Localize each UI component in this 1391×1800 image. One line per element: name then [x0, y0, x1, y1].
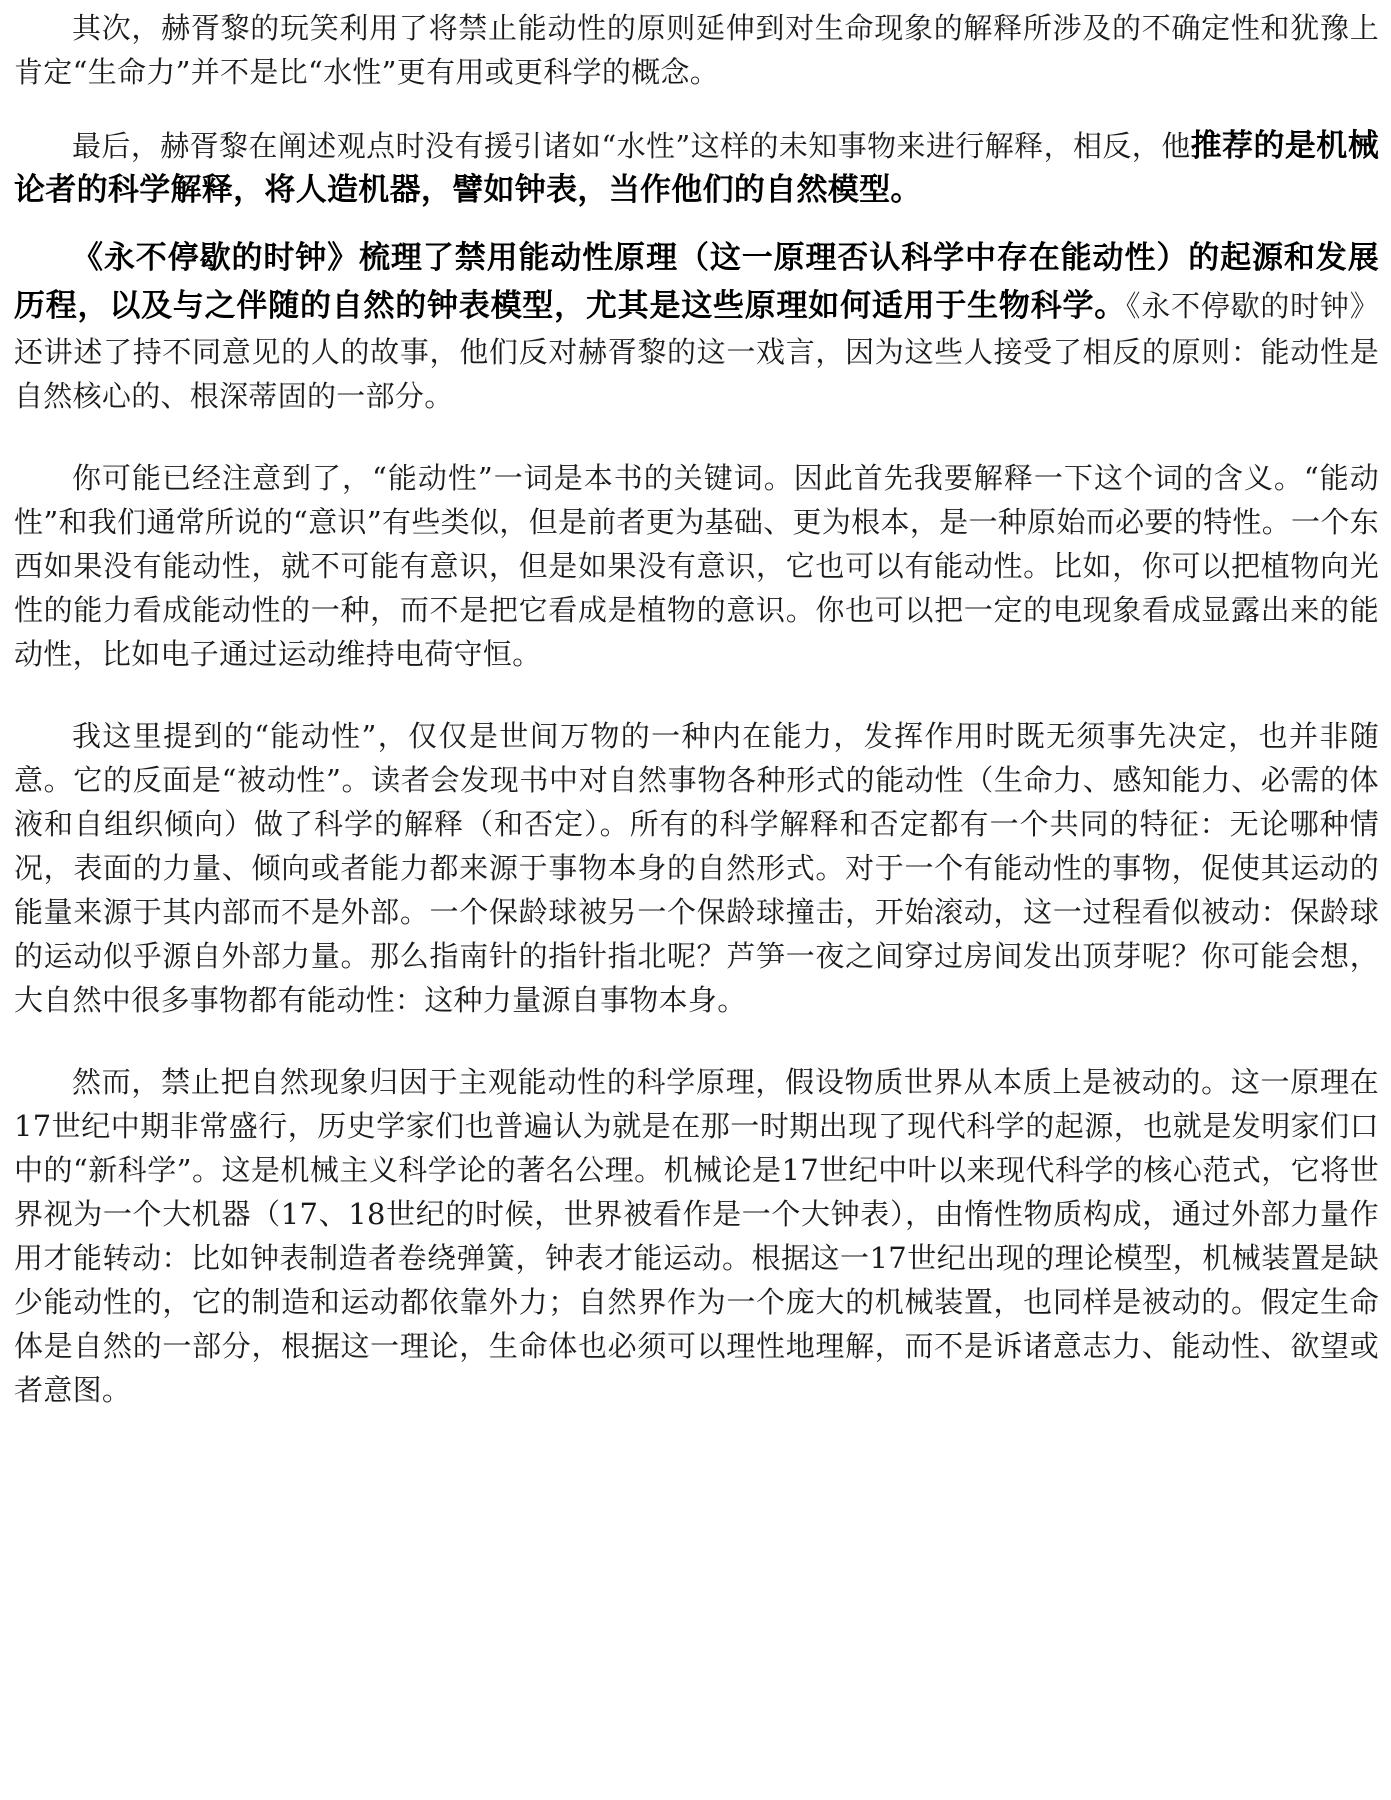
paragraph-3-bold-text: 《永不停歇的时钟》梳理了禁用能动性原理（这一原理否认科学中存在能动性）的起源和发展历程，以及与之伴随的自然的钟表模型，尤其是这些原理如何适用于生物科学。: [14, 240, 1379, 324]
paragraph-4: [14, 456, 1379, 676]
paragraph-1: [14, 6, 1379, 94]
paragraph-3-text: 《永不停歇的时钟》还讲述了持不同意见的人的故事，他们反对赫胥黎的这一戏言，因为这些人接受了相反的原则：能动性是自然核心的、根深蒂固的一部分。: [14, 289, 1380, 413]
paragraph-1-text: 其次，赫胥黎的玩笑利用了将禁止能动性的原则延伸到对生命现象的解释所涉及的不确定性和犹豫上肯定“生命力”并不是比“水性”更有用或更科学的概念。: [14, 11, 1379, 89]
paragraph-5: [14, 714, 1379, 1022]
paragraph-2-text: 最后，赫胥黎在阐述观点时没有援引诸如“水性”这样的未知事物来进行解释，相反，他: [72, 129, 1191, 163]
paragraph-5-text: 我这里提到的“能动性”，仅仅是世间万物的一种内在能力，发挥作用时既无须事先决定，也并非随意。它的反面是“被动性”。读者会发现书中对自然事物各种形式的能动性（生命力、感知能力、必需的体液和自组织倾向）做了科学的解释（和否定）。所有的科学解释和否定都有一个共同的特征：无论哪种情况，表面的力量、倾向或者能力都来源于事物本身的自然形式。对于一个有能动性的事物，促使其运动的能量来源于其内部而不是外部。一个保龄球被另一个保龄球撞击，开始滚动，这一过程看似被动：保龄球的运动似乎源自外部力量。那么指南针的指针指北呢？芦笋一夜之间穿过房间发出顶芽呢？你可能会想，大自然中很多事物都有能动性：这种力量源自事物本身。: [14, 719, 1379, 1017]
paragraph-2: [14, 124, 1379, 212]
paragraph-6: [14, 1060, 1379, 1412]
document-page: [14, 6, 1379, 1412]
paragraph-3: [14, 234, 1379, 418]
paragraph-2-bold-text: 推荐的是机械论者的科学解释，将人造机器，譬如钟表，当作他们的自然模型。: [14, 128, 1379, 208]
paragraph-6-text: 然而，禁止把自然现象归因于主观能动性的科学原理，假设物质世界从本质上是被动的。这一原理在17世纪中期非常盛行，历史学家们也普遍认为就是在那一时期出现了现代科学的起源，也就是发明家们口中的“新科学”。这是机械主义科学论的著名公理。机械论是17世纪中叶以来现代科学的核心范式，它将世界视为一个大机器（17、18世纪的时候，世界被看作是一个大钟表），由惰性物质构成，通过外部力量作用才能转动：比如钟表制造者卷绕弹簧，钟表才能运动。根据这一17世纪出现的理论模型，机械装置是缺少能动性的，它的制造和运动都依靠外力；自然界作为一个庞大的机械装置，也同样是被动的。假定生命体是自然的一部分，根据这一理论，生命体也必须可以理性地理解，而不是诉诸意志力、能动性、欲望或者意图。: [14, 1065, 1379, 1407]
paragraph-4-text: 你可能已经注意到了，“能动性”一词是本书的关键词。因此首先我要解释一下这个词的含义。“能动性”和我们通常所说的“意识”有些类似，但是前者更为基础、更为根本，是一种原始而必要的特性。一个东西如果没有能动性，就不可能有意识，但是如果没有意识，它也可以有能动性。比如，你可以把植物向光性的能力看成能动性的一种，而不是把它看成是植物的意识。你也可以把一定的电现象看成显露出来的能动性，比如电子通过运动维持电荷守恒。: [14, 461, 1379, 671]
